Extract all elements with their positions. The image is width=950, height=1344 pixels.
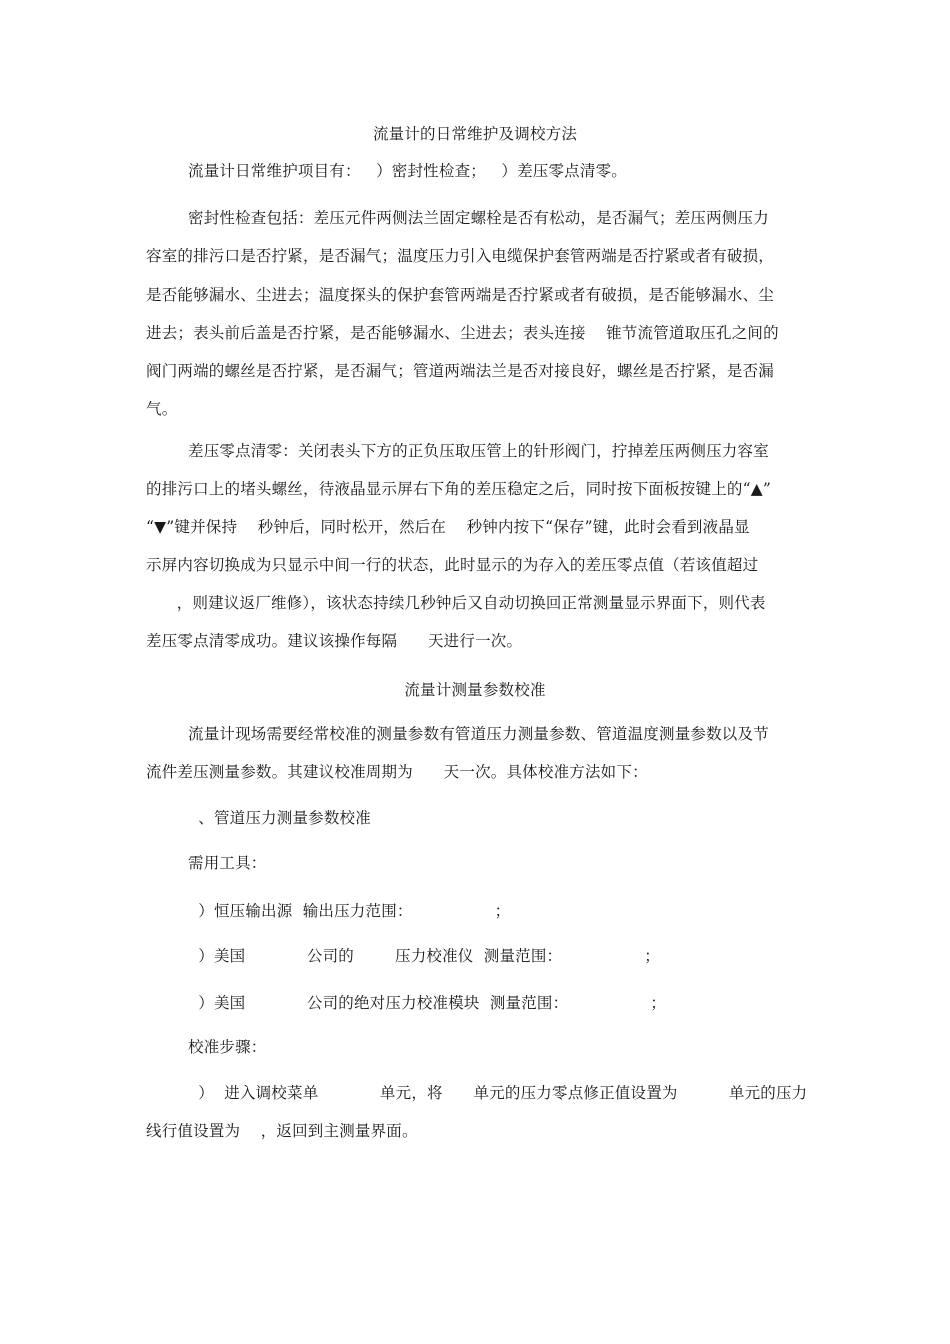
seal-para-line-5: 阀门两端的螺丝是否拧紧，是否漏气；管道两端法兰是否对接良好，螺丝是否拧紧，是否漏 xyxy=(146,362,775,380)
tools-label: 需用工具： xyxy=(188,854,267,872)
steps-label: 校准步骤： xyxy=(188,1038,267,1056)
step-line-2: 线行值设置为 ，返回到主测量界面。 xyxy=(146,1122,418,1140)
tool-item-3: ）美国 公司的绝对压力校准模块 测量范围： ； xyxy=(188,994,667,1012)
step-line-1: ） 进入调校菜单 单元，将 单元的压力零点修正值设置为 单元的压力 xyxy=(188,1084,808,1102)
seal-para-line-1: 密封性检查包括：差压元件两侧法兰固定螺栓是否有松动，是否漏气；差压两侧压力 xyxy=(188,209,769,227)
calib-para-line-1: 流量计现场需要经常校准的测量参数有管道压力测量参数、管道温度测量参数以及节 xyxy=(188,725,769,743)
tool-item-1: ）恒压输出源 输出压力范围： ； xyxy=(188,902,511,920)
zero-para-line-6: 差压零点清零成功。建议该操作每隔 天进行一次。 xyxy=(146,632,523,650)
zero-para-line-3: “▼”键并保持 秒钟后，同时松开，然后在 秒钟内按下“保存”键，此时会看到液晶显 xyxy=(146,518,750,536)
seal-para-line-3: 是否能够漏水、尘进去；温度探头的保护套管两端是否拧紧或者有破损，是否能够漏水、尘 xyxy=(146,286,775,304)
zero-para-line-2: 的排污口上的堵头螺丝，待液晶显示屏右下角的差压稳定之后，同时按下面板按键上的“▲” xyxy=(146,480,771,498)
subsection-heading: 、管道压力测量参数校准 xyxy=(188,809,371,827)
seal-para-line-4: 进去；表头前后盖是否拧紧，是否能够漏水、尘进去；表头连接 锥节流管道取压孔之间的 xyxy=(146,324,779,342)
seal-para-line-6: 气。 xyxy=(146,400,178,418)
section-title: 流量计测量参数校准 xyxy=(404,681,546,699)
calib-para-line-2: 流件差压测量参数。其建议校准周期为 天一次。具体校准方法如下： xyxy=(146,763,648,781)
zero-para-line-1: 差压零点清零：关闭表头下方的正负压取压管上的针形阀门，拧掉差压两侧压力容室 xyxy=(188,442,769,460)
seal-para-line-2: 容室的排污口是否拧紧，是否漏气；温度压力引入电缆保护套管两端是否拧紧或者有破损， xyxy=(146,247,775,265)
document-title: 流量计的日常维护及调校方法 xyxy=(372,125,578,143)
tool-item-2: ）美国 公司的 压力校准仪 测量范围： ； xyxy=(188,947,660,965)
intro-line: 流量计日常维护项目有： ）密封性检查； ）差压零点清零。 xyxy=(188,162,627,180)
zero-para-line-4: 示屏内容切换成为只显示中间一行的状态，此时显示的为存入的差压零点值（若该值超过 xyxy=(146,556,759,574)
zero-para-line-5: ，则建议返厂维修），该状态持续几秒钟后又自动切换回正常测量显示界面下，则代表 xyxy=(146,594,766,612)
